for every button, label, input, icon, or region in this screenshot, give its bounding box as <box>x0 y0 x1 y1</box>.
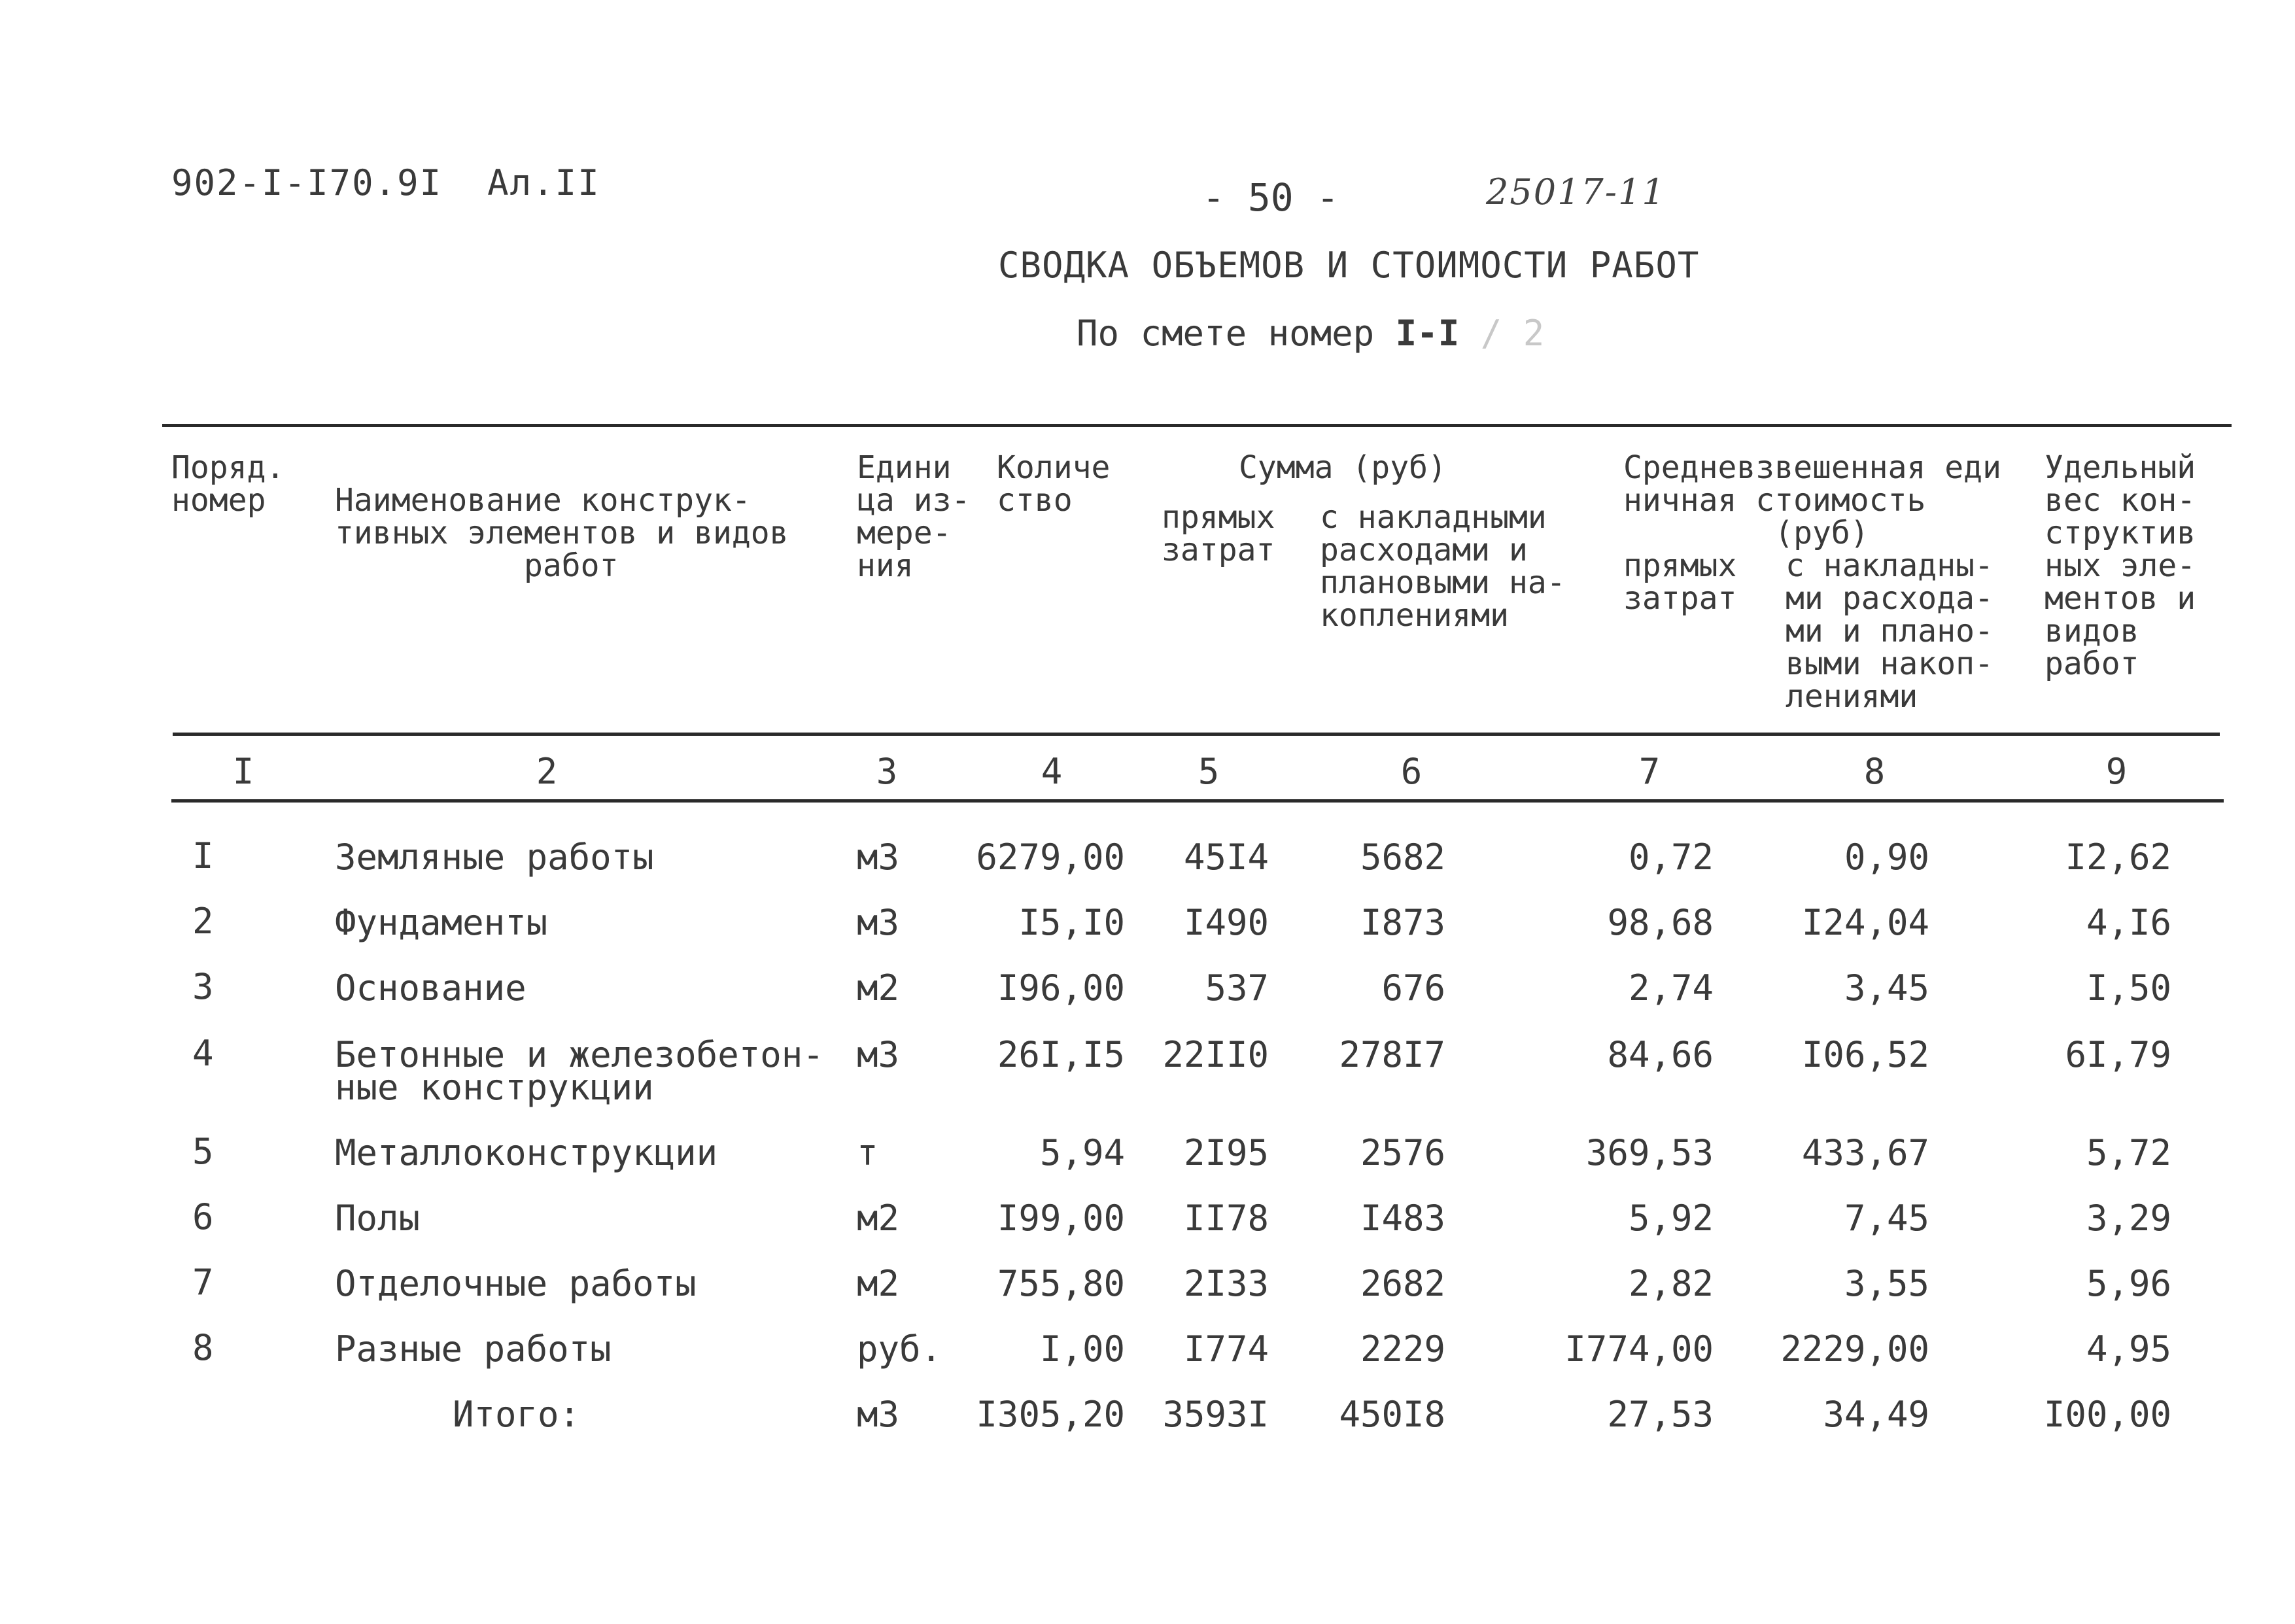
column-number: 9 <box>2105 751 2128 792</box>
header-quantity: Количе ство <box>997 449 1111 519</box>
row-overhead-costs: I483 <box>1360 1198 1445 1239</box>
row-avg-direct: 0,72 <box>1628 837 1714 878</box>
row-direct-costs: 2I33 <box>1183 1263 1269 1304</box>
row-number: 7 <box>192 1262 214 1303</box>
row-overhead-costs: 676 <box>1381 967 1445 1009</box>
row-direct-costs: 2I95 <box>1183 1132 1269 1173</box>
row-number: 5 <box>192 1131 214 1172</box>
total-direct-costs: 3593I <box>1162 1394 1269 1435</box>
estimate-subtitle <box>1077 313 1544 354</box>
row-avg-direct: 84,66 <box>1607 1034 1714 1075</box>
row-direct-costs: 45I4 <box>1183 837 1269 878</box>
header-weight-share: Удельный вес кон- структив ных эле- ментов и видов работ <box>2045 449 2196 682</box>
document-title: СВОДКА ОБЪЕМОВ И СТОИМОСТИ РАБОТ <box>998 245 1700 286</box>
row-weight-share: 4,I6 <box>2086 902 2171 943</box>
column-number: I <box>232 751 254 792</box>
row-avg-direct: 369,53 <box>1585 1132 1714 1173</box>
column-number: 2 <box>536 751 558 792</box>
row-quantity: 26I,I5 <box>997 1034 1125 1075</box>
row-direct-costs: I774 <box>1183 1328 1269 1370</box>
header-with-overhead: с накладными расходами и плановыми на- коплениями <box>1320 499 1566 634</box>
row-direct-costs: 537 <box>1205 967 1269 1009</box>
row-number: 2 <box>192 901 214 942</box>
row-avg-direct: I774,00 <box>1564 1328 1714 1370</box>
row-avg-overhead: 7,45 <box>1844 1198 1929 1239</box>
row-item-name: Основание <box>335 967 526 1009</box>
estimate-number-faint: / 2 <box>1459 313 1545 354</box>
row-quantity: I96,00 <box>997 967 1125 1009</box>
table-top-rule <box>162 424 2232 427</box>
row-weight-share: 6I,79 <box>2065 1034 2171 1075</box>
row-weight-share: 5,72 <box>2086 1132 2171 1173</box>
column-numbers-rule <box>171 799 2224 803</box>
row-number: 4 <box>192 1033 214 1074</box>
row-quantity: I5,I0 <box>1018 902 1125 943</box>
row-number: 6 <box>192 1196 214 1237</box>
row-avg-overhead: 3,55 <box>1844 1263 1929 1304</box>
header-avg-overhead: с накладны- ми расхода- ми и плано- выми накоп- лениями <box>1786 547 1993 715</box>
row-number: 3 <box>192 966 214 1007</box>
row-quantity: I,00 <box>1039 1328 1125 1370</box>
row-avg-overhead: 433,67 <box>1801 1132 1929 1173</box>
header-order-number: Поряд. номер <box>171 449 285 519</box>
row-quantity: 5,94 <box>1039 1132 1125 1173</box>
document-code: 902-I-I70.9I Ал.II <box>171 162 600 203</box>
header-average-cost-group: Средневзвешенная еди ничная стоимость (руб) <box>1623 449 2001 551</box>
row-quantity: 755,80 <box>997 1263 1125 1304</box>
row-avg-direct: 2,82 <box>1628 1263 1714 1304</box>
header-sum-group: Сумма (руб) <box>1239 449 1447 486</box>
row-item-name: Полы <box>335 1198 421 1239</box>
page-number: - 50 - <box>1202 175 1339 220</box>
total-overhead-costs: 450I8 <box>1339 1394 1445 1435</box>
row-direct-costs: I490 <box>1183 902 1269 943</box>
header-avg-direct: прямых затрат <box>1623 547 1737 617</box>
total-weight-share: I00,00 <box>2043 1394 2171 1435</box>
total-label: Итого: <box>453 1394 581 1435</box>
row-avg-direct: 5,92 <box>1628 1198 1714 1239</box>
row-weight-share: I,50 <box>2086 967 2171 1009</box>
row-avg-direct: 98,68 <box>1607 902 1714 943</box>
row-item-name: Металлоконструкции <box>335 1132 718 1173</box>
row-avg-overhead: 0,90 <box>1844 837 1929 878</box>
row-avg-overhead: I24,04 <box>1801 902 1929 943</box>
total-unit: м3 <box>857 1394 900 1435</box>
row-weight-share: 4,95 <box>2086 1328 2171 1370</box>
column-number: 5 <box>1198 751 1220 792</box>
row-overhead-costs: 2229 <box>1360 1328 1445 1370</box>
row-overhead-costs: 2576 <box>1360 1132 1445 1173</box>
column-number: 8 <box>1863 751 1886 792</box>
row-weight-share: 3,29 <box>2086 1198 2171 1239</box>
row-overhead-costs: I873 <box>1360 902 1445 943</box>
row-unit: м3 <box>857 837 900 878</box>
row-number: I <box>192 835 214 876</box>
row-quantity: I99,00 <box>997 1198 1125 1239</box>
row-avg-overhead: 3,45 <box>1844 967 1929 1009</box>
row-direct-costs: II78 <box>1183 1198 1269 1239</box>
row-unit: руб. <box>857 1328 942 1370</box>
column-number: 7 <box>1638 751 1661 792</box>
row-weight-share: I2,62 <box>2065 837 2171 878</box>
header-bottom-rule <box>173 733 2220 736</box>
column-number: 4 <box>1041 751 1063 792</box>
header-item-name: Наименование конструк- тивных элементов и видов работ <box>335 482 789 584</box>
row-unit: м2 <box>857 1263 900 1304</box>
total-quantity: I305,20 <box>976 1394 1125 1435</box>
row-avg-direct: 2,74 <box>1628 967 1714 1009</box>
row-overhead-costs: 5682 <box>1360 837 1445 878</box>
row-overhead-costs: 278I7 <box>1339 1034 1445 1075</box>
row-unit: м3 <box>857 1034 900 1075</box>
row-overhead-costs: 2682 <box>1360 1263 1445 1304</box>
row-item-name: Бетонные и железобетон- ные конструкции <box>335 1034 824 1108</box>
row-item-name: Фундаменты <box>335 902 548 943</box>
row-quantity: 6279,00 <box>976 837 1125 878</box>
header-unit: Едини ца из- мере- ния <box>857 449 971 584</box>
row-number: 8 <box>192 1327 214 1368</box>
column-number: 3 <box>876 751 898 792</box>
row-avg-overhead: 2229,00 <box>1780 1328 1929 1370</box>
total-avg-overhead: 34,49 <box>1823 1394 1929 1435</box>
estimate-number: I-I <box>1395 313 1460 354</box>
handwritten-note: 25017-11 <box>1486 171 1666 213</box>
row-item-name: Разные работы <box>335 1328 612 1370</box>
row-unit: м2 <box>857 967 900 1009</box>
row-weight-share: 5,96 <box>2086 1263 2171 1304</box>
header-direct-costs: прямых затрат <box>1162 499 1275 568</box>
subtitle-prefix: По смете номер <box>1077 313 1396 354</box>
row-unit: м2 <box>857 1198 900 1239</box>
row-avg-overhead: I06,52 <box>1801 1034 1929 1075</box>
row-item-name: Земляные работы <box>335 837 654 878</box>
row-unit: м3 <box>857 902 900 943</box>
row-item-name: Отделочные работы <box>335 1263 697 1304</box>
column-number: 6 <box>1400 751 1423 792</box>
total-avg-direct: 27,53 <box>1607 1394 1714 1435</box>
row-unit: т <box>857 1132 878 1173</box>
row-direct-costs: 22II0 <box>1162 1034 1269 1075</box>
